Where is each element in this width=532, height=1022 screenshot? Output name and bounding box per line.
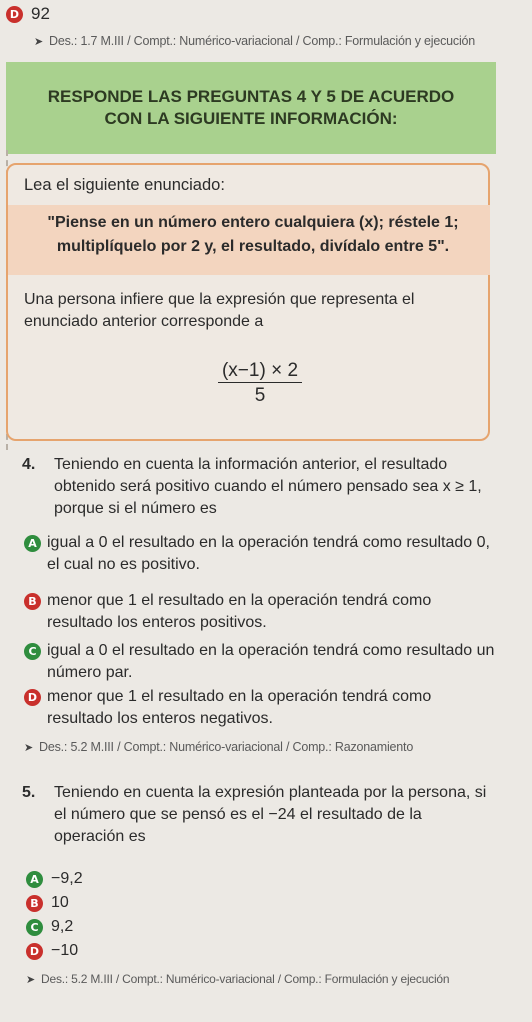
q4-option-a[interactable] xyxy=(24,532,500,576)
descriptor-text: Des.: 1.7 M.III / Compt.: Numérico-variacional / Comp.: Formulación y ejecución xyxy=(49,34,476,48)
option-text: menor que 1 el resultado en la operación tendrá como resultado los enteros positivos. xyxy=(47,592,432,631)
descriptor-line-2 xyxy=(24,740,413,754)
info-intro: Lea el siguiente enunciado: xyxy=(24,176,225,194)
chevron-right-icon: ➤ xyxy=(24,741,34,754)
descriptor-text: Des.: 5.2 M.III / Compt.: Numérico-variacional / Comp.: Formulación y ejecución xyxy=(41,972,450,986)
descriptor-line-1 xyxy=(34,34,475,48)
banner-line-1: RESPONDE LAS PREGUNTAS 4 Y 5 DE ACUERDO xyxy=(47,87,455,106)
option-text: igual a 0 el resultado en la operación tendrá como resultado un número par. xyxy=(47,642,495,681)
persona-text: Una persona infiere que la expresión que representa el enunciado anterior corresponde a xyxy=(24,291,415,330)
option-letter-badge: B xyxy=(24,593,41,610)
q5-option-b[interactable] xyxy=(26,894,69,912)
previous-answer xyxy=(6,4,50,24)
question-5-number: 5. xyxy=(22,784,36,801)
banner-line-2: CON LA SIGUIENTE INFORMACIÓN: xyxy=(104,109,398,128)
chevron-right-icon: ➤ xyxy=(34,35,44,48)
q4-option-c[interactable] xyxy=(24,640,500,684)
fraction-numerator: (x−1) × 2 xyxy=(218,360,302,383)
quote-text: "Piense en un número entero cualquiera (x); réstele 1; multiplíquelo por 2 y, el resultado, divídalo entre 5". xyxy=(47,214,459,255)
question-4-text: Teniendo en cuenta la información anterior, el resultado obtenido será positivo cuando el número pensado sea x ≥ 1, porque si el número es xyxy=(54,456,482,517)
descriptor-line-3 xyxy=(26,972,449,986)
option-text: menor que 1 el resultado en la operación tendrá como resultado los enteros negativos. xyxy=(47,688,432,727)
question-4-number: 4. xyxy=(22,456,36,473)
q5-option-c[interactable] xyxy=(26,918,73,936)
option-letter-badge: A xyxy=(26,871,43,888)
option-letter-badge: A xyxy=(24,535,41,552)
expression-fraction xyxy=(200,360,320,407)
option-letter-badge: C xyxy=(26,919,43,936)
q4-option-b[interactable] xyxy=(24,590,500,634)
instruction-banner xyxy=(6,62,496,154)
answer-value: 92 xyxy=(31,4,50,23)
answer-letter-badge: D xyxy=(6,6,23,23)
chevron-right-icon: ➤ xyxy=(26,973,36,986)
option-letter-badge: B xyxy=(26,895,43,912)
option-text: −10 xyxy=(51,942,79,959)
option-text: igual a 0 el resultado en la operación tendrá como resultado 0, el cual no es positivo. xyxy=(47,534,490,573)
q4-option-d[interactable] xyxy=(24,686,500,730)
option-text: −9,2 xyxy=(51,870,83,887)
option-text: 9,2 xyxy=(51,918,74,935)
q5-option-a[interactable] xyxy=(26,870,83,888)
fraction-denominator: 5 xyxy=(254,385,266,406)
option-letter-badge: D xyxy=(26,943,43,960)
q5-option-d[interactable] xyxy=(26,942,78,960)
option-letter-badge: D xyxy=(24,689,41,706)
descriptor-text: Des.: 5.2 M.III / Compt.: Numérico-variacional / Comp.: Razonamiento xyxy=(39,740,414,754)
question-5-text: Teniendo en cuenta la expresión planteada por la persona, si el número que se pensó es el −24 el resultado de la operación es xyxy=(54,784,487,845)
option-text: 10 xyxy=(51,894,69,911)
option-letter-badge: C xyxy=(24,643,41,660)
